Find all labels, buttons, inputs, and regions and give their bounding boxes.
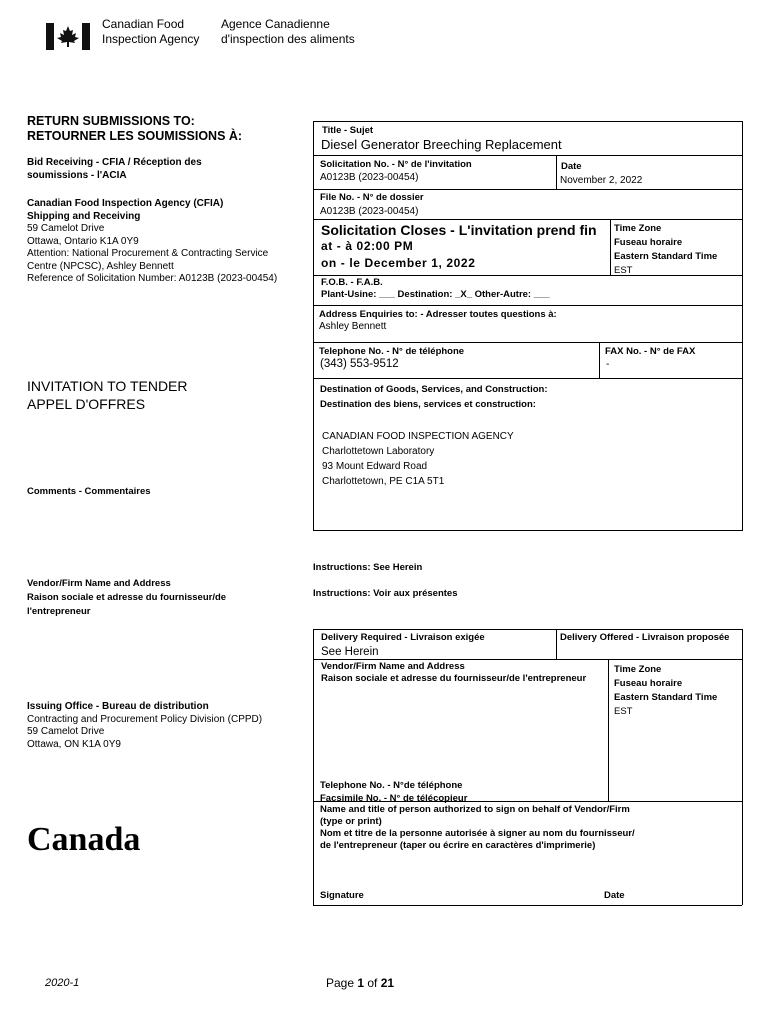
destination-label: Destination of Goods, Services, and Construction: Destination des biens, services et construction: xyxy=(320,384,548,410)
vendor-firm-box-label: Vendor/Firm Name and Address Raison sociale et adresse du fournisseur/de l'entrepreneur xyxy=(321,661,587,684)
closes-time: at - à 02:00 PM xyxy=(321,239,414,253)
destination-address: CANADIAN FOOD INSPECTION AGENCY Charlottetown Laboratory 93 Mount Edward Road Charlottetown, PE C1A 5T1 xyxy=(322,431,514,487)
signature-label: Signature xyxy=(320,890,364,901)
agency-name-en: Canadian Food Inspection Agency xyxy=(102,17,200,46)
fob-options: Plant-Usine: ___ Destination: _X_ Other-Autre: ___ xyxy=(321,289,550,300)
fax-value: - xyxy=(606,359,610,370)
timezone-block: Time Zone Fuseau horaire Eastern Standard Time EST xyxy=(614,223,718,276)
vendor-telephone-label: Telephone No. - N°de téléphone xyxy=(320,780,463,791)
date-label: Date xyxy=(561,161,582,172)
instructions-en: Instructions: See Herein xyxy=(313,562,423,573)
vendor-firm-label: Vendor/Firm Name and Address Raison sociale et adresse du fournisseur/de l'entrepreneur xyxy=(27,578,227,617)
authorized-signer-label: Name and title of person authorized to sign on behalf of Vendor/Firm (type or print) Nom et titre de la personne autorisée à signer au nom du fournisseur/ de l'entrepreneur (taper ou écrire en caractères d'imprimerie) xyxy=(320,804,635,851)
form-version: 2020-1 xyxy=(45,977,80,989)
file-value: A0123B (2023-00454) xyxy=(320,206,419,217)
page-number: Page 1 of 21 xyxy=(326,976,395,990)
date-value: November 2, 2022 xyxy=(560,175,643,186)
delivery-offered-label: Delivery Offered - Livraison proposée xyxy=(560,632,730,643)
title-label: Title - Sujet xyxy=(322,125,374,136)
enquiries-label: Address Enquiries to: - Adresser toutes questions à: xyxy=(319,309,557,320)
vendor-facsimile-label: Facsimile No. - N° de télécopieur xyxy=(320,793,468,804)
delivery-required-value: See Herein xyxy=(321,646,379,658)
return-submissions-heading: RETURN SUBMISSIONS TO: RETOURNER LES SOUMISSIONS À: xyxy=(27,114,243,143)
fob-label: F.O.B. - F.A.B. xyxy=(321,277,383,288)
invitation-to-tender-heading: INVITATION TO TENDER APPEL D'OFFRES xyxy=(27,378,188,412)
comments-label: Comments - Commentaires xyxy=(27,486,151,497)
telephone-value: (343) 553-9512 xyxy=(320,358,399,370)
closes-date: on - le December 1, 2022 xyxy=(321,256,476,270)
solicitation-label: Solicitation No. - N° de l'invitation xyxy=(320,159,472,170)
solicitation-value: A0123B (2023-00454) xyxy=(320,172,419,183)
enquiries-value: Ashley Bennett xyxy=(319,321,387,332)
timezone-block-2: Time Zone Fuseau horaire Eastern Standard Time EST xyxy=(614,664,718,717)
file-label: File No. - N° de dossier xyxy=(320,192,424,203)
solicitation-closes-title: Solicitation Closes - L'invitation prend fin xyxy=(321,222,597,238)
fax-label: FAX No. - N° de FAX xyxy=(605,346,696,357)
bid-receiving: Bid Receiving - CFIA / Réception des soumissions - l'ACIA xyxy=(27,157,202,181)
maple-leaf-icon xyxy=(57,26,79,47)
delivery-required-label: Delivery Required - Livraison exigée xyxy=(321,632,485,643)
signature-date-label: Date xyxy=(604,890,625,901)
canada-wordmark: Canada xyxy=(27,821,141,858)
return-address: Canadian Food Inspection Agency (CFIA) Shipping and Receiving 59 Camelot Drive Ottawa, Ontario K1A 0Y9 Attention: National Procurement & Contracting Service Centre (NPCSC), Ashley Bennett Reference of Solicitation Number: A0123B (2023-00454) xyxy=(27,198,278,284)
title-value: Diesel Generator Breeching Replacement xyxy=(321,137,562,152)
agency-name-fr: Agence Canadienne d'inspection des aliments xyxy=(221,17,355,46)
telephone-label: Telephone No. - N° de téléphone xyxy=(319,346,465,357)
issuing-office: Issuing Office - Bureau de distribution Contracting and Procurement Policy Division (CPPD) 59 Camelot Drive Ottawa, ON K1A 0Y9 xyxy=(27,701,263,750)
instructions-fr: Instructions: Voir aux présentes xyxy=(313,588,458,599)
canada-flag-icon xyxy=(46,23,90,50)
